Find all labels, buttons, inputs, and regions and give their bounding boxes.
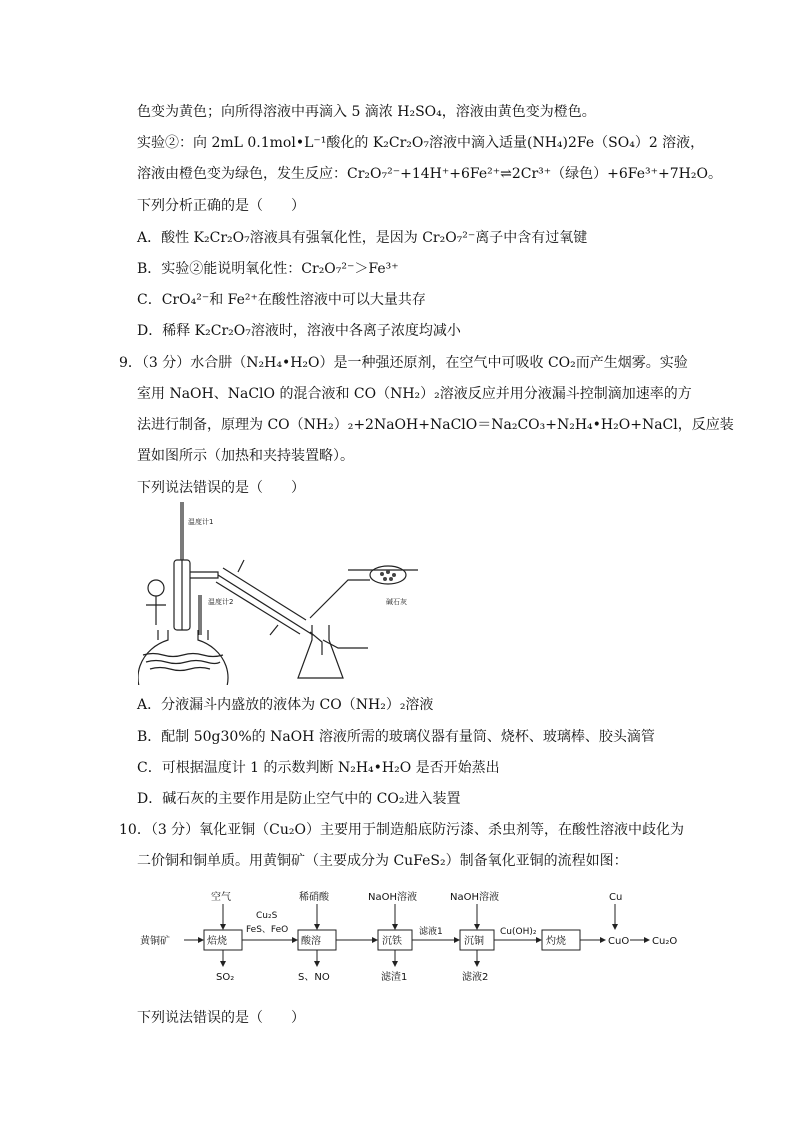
text-line: 实验②：向 2mL 0.1mol•L⁻¹酸化的 K₂Cr₂O₇溶液中滴入适量(NH₄)2Fe（SO₄）2 溶液， [137, 135, 705, 151]
flow-mid-filtrate1: 滤液1 [419, 927, 443, 937]
option-c: C．可根据温度计 1 的示数判断 N₂H₄•H₂O 是否开始蒸出 [137, 760, 500, 776]
option-a: A．酸性 K₂Cr₂O₇溶液具有强氧化性，是因为 Cr₂O₇²⁻离子中含有过氧键 [137, 230, 588, 246]
question-prompt: 下列分析正确的是（ ） [137, 198, 305, 214]
option-a: A．分液漏斗内盛放的液体为 CO（NH₂）₂溶液 [137, 697, 434, 713]
flow-product-cu2o: Cu₂O [652, 936, 678, 947]
text-line: 色变为黄色；向所得溶液中再滴入 5 滴浓 H₂SO₄，溶液由黄色变为橙色。 [137, 104, 596, 120]
text-line: 置如图所示（加热和夹持装置略）。 [137, 448, 354, 464]
flow-mid-cu2s: Cu₂S [256, 911, 278, 921]
flow-out-so2: SO₂ [216, 972, 235, 983]
flow-out-residue1: 滤渣1 [381, 972, 408, 983]
flow-mid-fes: FeS、FeO [246, 925, 289, 935]
flow-start: 黄铜矿 [140, 936, 170, 947]
option-c: C．CrO₄²⁻和 Fe²⁺在酸性溶液中可以大量共存 [137, 292, 426, 308]
text-line: 溶液由橙色变为绿色，发生反应：Cr₂O₇²⁻+14H⁺+6Fe²⁺⇌2Cr³⁺（绿色）+6Fe³⁺+7H₂O。 [137, 166, 722, 182]
flow-input-naoh2: NaOH溶液 [450, 892, 499, 903]
question-prompt: 下列说法错误的是（ ） [137, 480, 305, 496]
flow-mid-cuoh2: Cu(OH)₂ [500, 927, 537, 937]
flow-box-acid: 酸溶 [301, 936, 321, 947]
flow-input-cu: Cu [609, 892, 623, 903]
thermometer1-label: 温度计1 [188, 518, 214, 526]
flow-box-copper: 沉铜 [464, 936, 484, 947]
flow-box-roast: 焙烧 [207, 936, 227, 947]
flow-input-air: 空气 [211, 892, 231, 903]
apparatus-diagram [138, 500, 438, 685]
process-flowchart [138, 884, 698, 994]
flow-box-burn: 灼烧 [546, 936, 566, 947]
option-d: D．碱石灰的主要作用是防止空气中的 CO₂进入装置 [137, 791, 461, 807]
question-10-stem: 10．（3 分）氧化亚铜（Cu₂O）主要用于制造船底防污漆、杀虫剂等，在酸性溶液中歧化为 [119, 822, 684, 838]
text-line: 室用 NaOH、NaClO 的混合液和 CO（NH₂）₂溶液反应并用分液漏斗控制滴加速率的方 [137, 386, 692, 402]
option-b: B．实验②能说明氧化性：Cr₂O₇²⁻＞Fe³⁺ [137, 261, 399, 277]
flow-out-sno: S、NO [298, 972, 330, 983]
option-b: B．配制 50g30%的 NaOH 溶液所需的玻璃仪器有量筒、烧杯、玻璃棒、胶头滴管 [137, 729, 655, 745]
flow-input-nitric: 稀硝酸 [299, 892, 329, 903]
sodalime-label: 碱石灰 [386, 598, 407, 606]
flow-out-filtrate2: 滤液2 [462, 972, 489, 983]
flow-input-naoh1: NaOH溶液 [368, 892, 417, 903]
text-line: 二价铜和铜单质。用黄铜矿（主要成分为 CuFeS₂）制备氧化亚铜的流程如图： [137, 853, 628, 869]
text-line: 法进行制备，原理为 CO（NH₂）₂+2NaOH+NaClO＝Na₂CO₃+N₂H₄•H₂O+NaCl，反应装 [137, 417, 734, 433]
question-9-stem: 9．（3 分）水合肼（N₂H₄•H₂O）是一种强还原剂，在空气中可吸收 CO₂而产生烟雾。实验 [119, 355, 688, 371]
flow-box-iron: 沉铁 [382, 936, 402, 947]
question-prompt: 下列说法错误的是（ ） [137, 1010, 305, 1026]
flow-product-cuo: CuO [608, 936, 630, 947]
thermometer2-label: 温度计2 [208, 598, 234, 606]
option-d: D．稀释 K₂Cr₂O₇溶液时，溶液中各离子浓度均减小 [137, 323, 461, 339]
